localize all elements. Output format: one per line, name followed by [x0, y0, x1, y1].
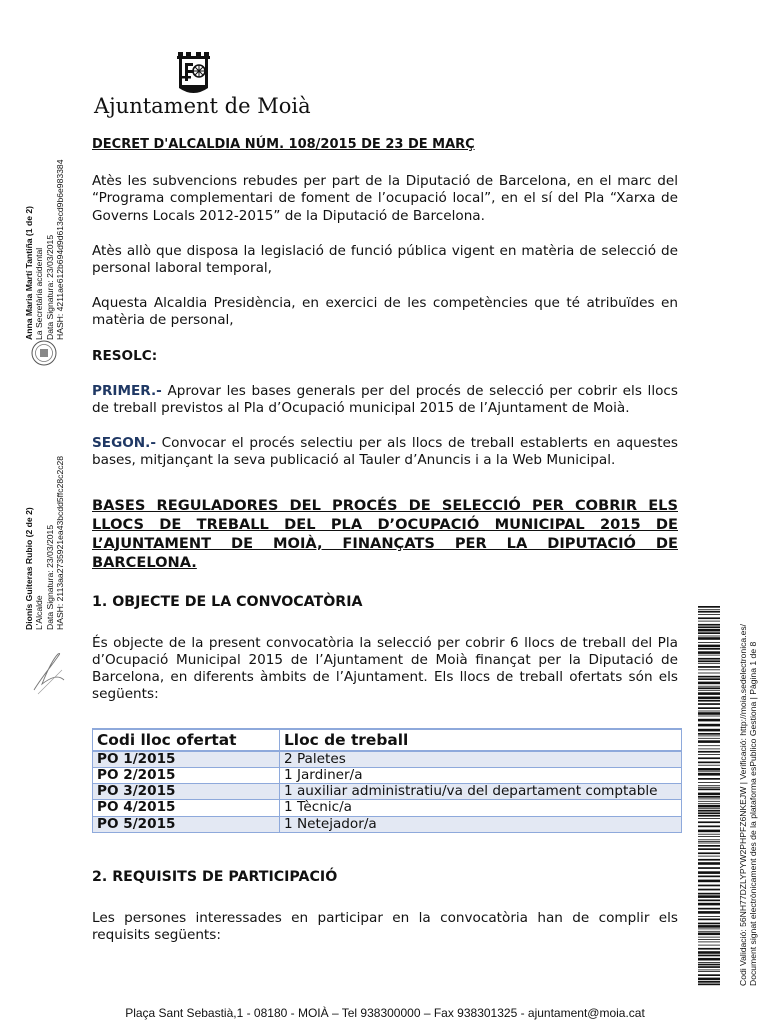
- document-body: [92, 136, 678, 944]
- primer-label: PRIMER.-: [92, 382, 162, 399]
- bases-title: BASES REGULADORES DEL PROCÉS DE SELECCIÓ PER COBRIR ELS LLOCS DE TREBALL DEL PLA D’OCUPACIÓ MUNICIPAL 2015 DE L’AJUNTAMENT DE MOIÀ, FINANÇATS PER LA DIPUTACIÓ DE BARCELONA.: [92, 496, 678, 571]
- signer-1-hash: HASH: 4211ae612b694d9d613ecd9b6e983384: [55, 159, 66, 340]
- primer-text: Aprovar les bases generals per del procés de selecció per cobrir els llocs de treball previstos al Pla d’Ocupació municipal 2015 de l’Ajuntament de Moià.: [92, 382, 678, 417]
- resolc-heading: RESOLC:: [92, 347, 158, 364]
- signature-block-2: [24, 456, 66, 630]
- table-row: [93, 751, 682, 768]
- org-name: Ajuntament de Moià: [94, 94, 311, 118]
- barcode-icon: [698, 606, 720, 986]
- signer-2-date: Data Signatura: 23/03/2015: [44, 524, 55, 630]
- coat-of-arms-logo: [172, 52, 216, 98]
- section-1-text: És objecte de la present convocatòria la selecció per cobrir 6 llocs de treball del Pla d’Ocupació Municipal 2015 de l’Ajuntament de Moià finançat per la Diputació de Barcelona, en diferents àmbits de l’Ajuntament. Els llocs de treball ofertats són els següents:: [92, 634, 678, 703]
- section-2-title: 2. REQUISITS DE PARTICIPACIÓ: [92, 868, 338, 885]
- verification-line-1: Codi Validació: 56NH77DZLYPYW2PHPFZ6NKEJW | Verificació: http://moia.sedelectronica.es/: [738, 623, 748, 986]
- decree-title: DECRET D'ALCALDIA NÚM. 108/2015 DE 23 DE MARÇ: [92, 137, 475, 152]
- job-code: PO 1/2015: [93, 751, 280, 768]
- primer-clause: [92, 383, 678, 417]
- table-row: [93, 816, 682, 832]
- segon-clause: [92, 435, 678, 469]
- section-2-text: Les persones interessades en participar en la convocatòria han de complir els requisits següents:: [92, 910, 678, 944]
- signer-2-name: Dionís Guiteras Rubio (2 de 2): [24, 507, 34, 630]
- job-code: PO 4/2015: [93, 800, 280, 816]
- handwritten-signature-icon: [28, 640, 68, 696]
- verification-line-2: Document signat electrònicament des de la plataforma esPublico Gestiona | Pàgina 1 de 8: [748, 641, 759, 986]
- job-title: 1 auxiliar administratiu/va del departament comptable: [280, 784, 682, 800]
- job-title: 1 Netejador/a: [280, 816, 682, 832]
- job-title: 1 Jardiner/a: [280, 768, 682, 784]
- job-code: PO 2/2015: [93, 768, 280, 784]
- paragraph-3: Aquesta Alcaldia Presidència, en exercici de les competències que té atribuïdes en matèria de personal,: [92, 295, 678, 329]
- jobs-table: [92, 728, 682, 833]
- paragraph-1: Atès les subvencions rebudes per part de la Diputació de Barcelona, en el marc del “Programa complementari de foment de l’ocupació local”, en el sí del Pla “Xarxa de Governs Locals 2012-2015” de la Diputació de Barcelona.: [92, 173, 678, 224]
- column-header-code: Codi lloc ofertat: [93, 729, 280, 751]
- segon-text: Convocar el procés selectiu per als llocs de treball establerts en aquestes bases, mitjançant la seva publicació al Tauler d’Anuncis i a la Web Municipal.: [92, 435, 678, 469]
- seal-icon: [30, 338, 58, 368]
- job-title: 1 Tècnic/a: [280, 800, 682, 816]
- segon-label: SEGON.-: [92, 435, 156, 452]
- job-code: PO 3/2015: [93, 784, 280, 800]
- column-header-job: Lloc de treball: [280, 729, 682, 751]
- signer-2-hash: HASH: 2113aa2735921ea43bcdd5ffc28c2c28: [55, 455, 66, 630]
- signer-1-date: Data Signatura: 23/03/2015: [44, 234, 55, 340]
- signer-1-role: La Secretària accidental: [34, 247, 45, 340]
- signature-block-1: [24, 160, 66, 340]
- footer-address: Plaça Sant Sebastià,1 - 08180 - MOIÀ – Tel 938300000 – Fax 938301325 - ajuntament@moia.cat: [125, 1006, 645, 1020]
- table-row: [93, 784, 682, 800]
- table-header-row: [93, 729, 682, 751]
- verification-text: [738, 624, 759, 986]
- table-row: [93, 768, 682, 784]
- signer-1-name: Anna Maria Martí Tantiña (1 de 2): [24, 205, 34, 340]
- table-row: [93, 800, 682, 816]
- section-1-title: 1. OBJECTE DE LA CONVOCATÒRIA: [92, 593, 363, 610]
- job-title: 2 Paletes: [280, 751, 682, 768]
- signer-2-role: L'Alcalde: [34, 595, 45, 630]
- job-code: PO 5/2015: [93, 816, 280, 832]
- paragraph-2: Atès allò que disposa la legislació de funció pública vigent en matèria de selecció de personal laboral temporal,: [92, 242, 678, 277]
